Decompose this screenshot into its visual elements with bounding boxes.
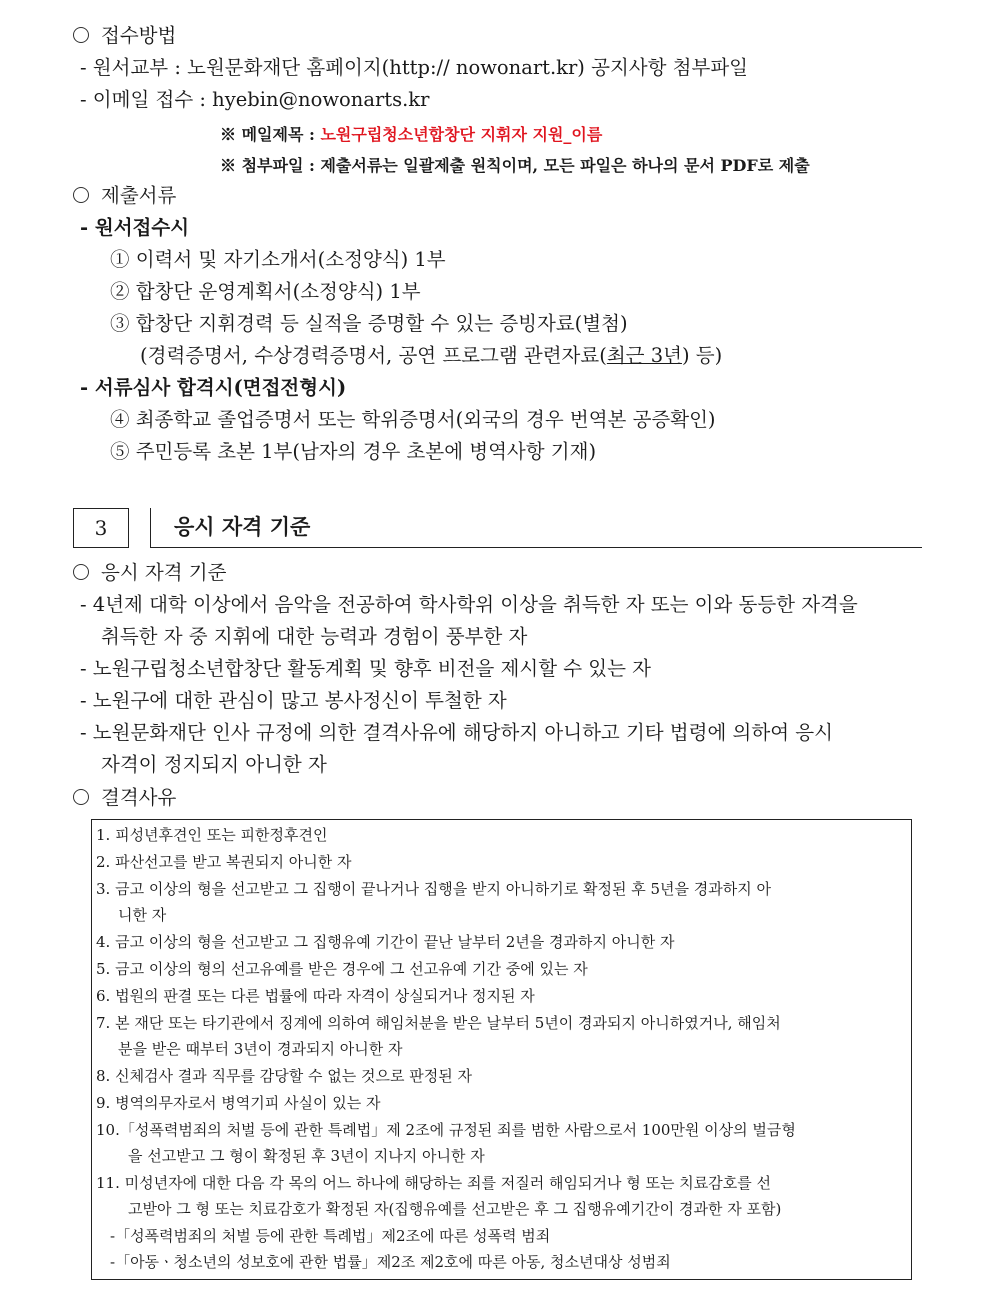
attachment-note: ※ 첨부파일 : 제출서류는 일괄제출 원칙이며, 모든 파일은 하나의 문서 PDF로 제출: [220, 156, 810, 175]
documents-group2-title: - 서류심사 합격시(면접전형시): [80, 376, 347, 399]
disqualification-line: 니한 자: [118, 906, 167, 924]
disqualification-line: -「성폭력범죄의 처벌 등에 관한 특례법」제2조에 따른 성폭력 범죄: [110, 1227, 551, 1245]
disqualification-line: 고받아 그 형 또는 치료감호가 확정된 자(집행유예를 선고받은 후 그 집행유예기간이 경과한 자 포함): [128, 1200, 782, 1218]
mail-subject-note: ※ 메일제목 : 노원구립청소년합창단 지휘자 지원_이름: [220, 125, 603, 144]
circle-bullet-icon: [73, 27, 89, 43]
disqualification-line: 3. 금고 이상의 형을 선고받고 그 집행이 끝나거나 집행을 받지 아니하기로 확정된 후 5년을 경과하지 아: [96, 880, 771, 898]
disqualification-line: 5. 금고 이상의 형의 선고유예를 받은 경우에 그 선고유예 기간 중에 있는 자: [96, 960, 588, 978]
document-item-2: ② 합창단 운영계획서(소정양식) 1부: [110, 280, 421, 303]
document-item-4: ④ 최종학교 졸업증명서 또는 학위증명서(외국의 경우 번역본 공증확인): [110, 408, 716, 431]
disqualification-line: 을 선고받고 그 형이 확정된 후 3년이 지나지 아니한 자: [128, 1147, 485, 1165]
disqualification-line: 11. 미성년자에 대한 다음 각 목의 어느 하나에 해당하는 죄를 저질러 해임되거나 형 또는 치료감호를 선: [96, 1174, 771, 1192]
disqualification-line: 6. 법원의 판결 또는 다른 법률에 따라 자격이 상실되거나 정지된 자: [96, 987, 535, 1005]
document-item-1: ① 이력서 및 자기소개서(소정양식) 1부: [110, 248, 446, 271]
disqualification-line: 9. 병역의무자로서 병역기피 사실이 있는 자: [96, 1094, 381, 1112]
document-item-3-detail: (경력증명서, 수상경력증명서, 공연 프로그램 관련자료(최근 3년) 등): [140, 344, 723, 367]
section-underline: [150, 547, 922, 548]
disqualification-line: 2. 파산선고를 받고 복권되지 아니한 자: [96, 853, 352, 871]
qualification-line: - 노원구에 대한 관심이 많고 봉사정신이 투철한 자: [80, 689, 507, 712]
disqualification-line: -「아동ㆍ청소년의 성보호에 관한 법률」제2조 제2호에 따른 아동, 청소년대상 성범죄: [110, 1253, 671, 1271]
documents-heading: 제출서류: [73, 182, 176, 210]
disqualification-line: 10.「성폭력범죄의 처벌 등에 관한 특례법」제 2조에 규정된 죄를 범한 사람으로서 100만원 이상의 벌금형: [96, 1121, 796, 1139]
qualification-heading: 응시 자격 기준: [73, 559, 226, 587]
disqualification-line: 7. 본 재단 또는 타기관에서 징계에 의하여 해임처분을 받은 날부터 5년이 경과되지 아니하였거나, 해임처: [96, 1014, 781, 1032]
section-number-box: 3: [73, 508, 129, 548]
qualification-line: - 노원문화재단 인사 규정에 의한 결격사유에 해당하지 아니하고 기타 법령에 의하여 응시: [80, 721, 833, 744]
qualification-line: 취득한 자 중 지휘에 대한 능력과 경험이 풍부한 자: [101, 625, 528, 648]
disqualification-heading: 결격사유: [73, 784, 176, 812]
disqualification-line: 8. 신체검사 결과 직무를 감당할 수 없는 것으로 판정된 자: [96, 1067, 473, 1085]
disqualification-line: 4. 금고 이상의 형을 선고받고 그 집행유예 기간이 끝난 날부터 2년을 경과하지 아니한 자: [96, 933, 675, 951]
section-title: 응시 자격 기준: [174, 514, 311, 539]
disqualification-line: 1. 피성년후견인 또는 피한정후견인: [96, 826, 328, 844]
qualification-line: - 4년제 대학 이상에서 음악을 전공하여 학사학위 이상을 취득한 자 또는 이와 동등한 자격을: [80, 593, 858, 616]
qualification-line: 자격이 정지되지 아니한 자: [101, 753, 327, 776]
submission-heading: 접수방법: [73, 22, 176, 50]
section-divider: [150, 508, 151, 548]
document-item-5: ⑤ 주민등록 초본 1부(남자의 경우 초본에 병역사항 기재): [110, 440, 597, 463]
submission-item-email: - 이메일 접수 : hyebin@nowonarts.kr: [80, 88, 430, 111]
submission-item-form: - 원서교부 : 노원문화재단 홈페이지(http:// nowonart.kr) 공지사항 첨부파일: [80, 56, 749, 79]
circle-bullet-icon: [73, 187, 89, 203]
disqualification-line: 분을 받은 때부터 3년이 경과되지 아니한 자: [118, 1040, 403, 1058]
qualification-line: - 노원구립청소년합창단 활동계획 및 향후 비전을 제시할 수 있는 자: [80, 657, 651, 680]
circle-bullet-icon: [73, 789, 89, 805]
circle-bullet-icon: [73, 564, 89, 580]
document-item-3: ③ 합창단 지휘경력 등 실적을 증명할 수 있는 증빙자료(별첨): [110, 312, 628, 335]
documents-group1-title: - 원서접수시: [80, 216, 190, 239]
